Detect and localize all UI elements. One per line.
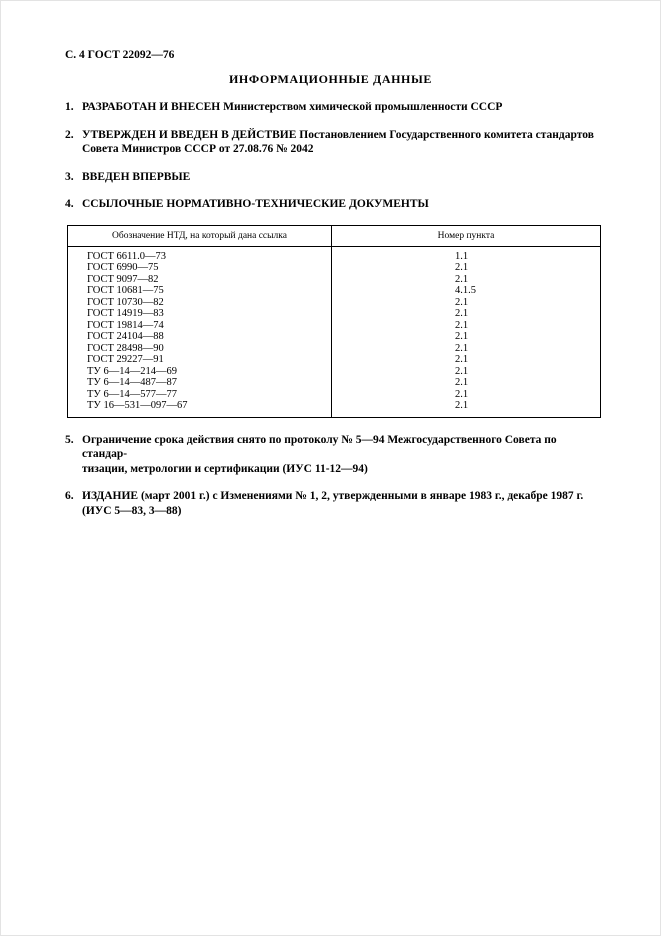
item-text xyxy=(82,433,602,477)
item-number: 1. xyxy=(65,101,74,113)
clause-number-cell: 2.1 xyxy=(332,331,601,343)
column-header-clause-number: Номер пункта xyxy=(332,225,601,246)
list-item-3 xyxy=(65,170,602,185)
table-row xyxy=(68,308,601,320)
item-text xyxy=(82,489,602,518)
ntd-designation-cell: ГОСТ 28498—90 xyxy=(87,342,164,354)
ntd-designation-cell: ГОСТ 10681—75 xyxy=(87,285,164,296)
table-row xyxy=(68,297,601,309)
ntd-designation-cell: ГОСТ 24104—88 xyxy=(87,331,164,342)
list-item-4 xyxy=(65,197,602,212)
clause-number-cell: 2.1 xyxy=(332,320,601,332)
item-line: ССЫЛОЧНЫЕ НОРМАТИВНО-ТЕХНИЧЕСКИЕ ДОКУМЕНТЫ xyxy=(82,198,429,210)
references-table xyxy=(67,225,601,418)
item-number: 4. xyxy=(65,198,74,210)
item-line: Ограничение срока действия снято по протоколу № 5—94 Межгосударственного Совета по стандар- xyxy=(82,433,557,460)
table-row xyxy=(68,274,601,286)
table-row xyxy=(68,246,601,262)
table-row xyxy=(68,343,601,355)
clause-number-cell: 2.1 xyxy=(332,354,601,366)
ntd-designation-cell: ТУ 6—14—487—87 xyxy=(87,377,177,388)
item-line: РАЗРАБОТАН И ВНЕСЕН Министерством химической промышленности СССР xyxy=(82,101,503,113)
clause-number-cell: 1.1 xyxy=(332,246,601,262)
item-number: 2. xyxy=(65,128,74,141)
ntd-designation-cell: ТУ 16—531—097—67 xyxy=(87,400,188,411)
table-row xyxy=(68,354,601,366)
clause-number-cell: 2.1 xyxy=(332,297,601,309)
item-line: (ИУС 5—83, 3—88) xyxy=(82,504,182,517)
table-row xyxy=(68,377,601,389)
table-body xyxy=(68,246,601,417)
clause-number-cell: 4.1.5 xyxy=(332,285,601,297)
item-line: Совета Министров СССР от 27.08.76 № 2042 xyxy=(82,143,314,155)
clause-number-cell: 2.1 xyxy=(332,274,601,286)
list-item-6 xyxy=(65,489,602,518)
table-row xyxy=(68,366,601,378)
item-line: ВВЕДЕН ВПЕРВЫЕ xyxy=(82,170,191,183)
table-row xyxy=(68,400,601,417)
ntd-designation-cell: ГОСТ 14919—83 xyxy=(87,308,164,319)
list-item-5 xyxy=(65,433,602,477)
clause-number-cell: 2.1 xyxy=(332,389,601,401)
ntd-designation-cell: ГОСТ 6990—75 xyxy=(87,262,159,273)
item-number: 5. xyxy=(65,433,74,446)
table-row xyxy=(68,320,601,332)
list-item-2 xyxy=(65,128,602,157)
column-header-ntd-designation: Обозначение НТД, на который дана ссылка xyxy=(68,225,332,246)
ntd-designation-cell: ГОСТ 29227—91 xyxy=(87,354,164,365)
list-item-1 xyxy=(65,100,602,115)
clause-number-cell: 2.1 xyxy=(332,262,601,274)
item-text xyxy=(82,128,602,157)
clause-number-cell: 2.1 xyxy=(332,308,601,320)
table-row xyxy=(68,285,601,297)
item-line: УТВЕРЖДЕН И ВВЕДЕН В ДЕЙСТВИЕ Постановлением Государственного комитета стандартов xyxy=(82,128,594,141)
ntd-designation-cell: ГОСТ 10730—82 xyxy=(87,296,164,308)
clause-number-cell: 2.1 xyxy=(332,366,601,378)
item-line: тизации, метрологии и сертификации (ИУС 11-12—94) xyxy=(82,462,368,475)
table-row xyxy=(68,262,601,274)
ntd-designation-cell: ТУ 6—14—214—69 xyxy=(87,365,177,377)
clause-number-cell: 2.1 xyxy=(332,377,601,389)
table-row xyxy=(68,331,601,343)
item-number: 6. xyxy=(65,490,74,502)
item-text xyxy=(82,197,602,212)
table-header-row xyxy=(68,225,601,246)
ntd-designation-cell: ТУ 6—14—577—77 xyxy=(87,388,177,400)
ntd-designation-cell: ГОСТ 9097—82 xyxy=(87,273,159,285)
ntd-designation-cell: ГОСТ 6611.0—73 xyxy=(87,250,167,262)
page-title: ИНФОРМАЦИОННЫЕ ДАННЫЕ xyxy=(229,72,432,86)
clause-number-cell: 2.1 xyxy=(332,343,601,355)
item-text xyxy=(82,100,602,115)
document-body xyxy=(65,100,602,531)
item-number: 3. xyxy=(65,170,74,183)
page-header: С. 4 ГОСТ 22092—76 xyxy=(65,49,175,61)
clause-number-cell: 2.1 xyxy=(332,400,601,417)
ntd-designation-cell: ГОСТ 19814—74 xyxy=(87,319,164,331)
item-line: ИЗДАНИЕ (март 2001 г.) с Изменениями № 1, 2, утвержденными в январе 1983 г., декабре 1987 г. xyxy=(82,490,584,502)
table-row xyxy=(68,389,601,401)
item-text xyxy=(82,170,602,185)
